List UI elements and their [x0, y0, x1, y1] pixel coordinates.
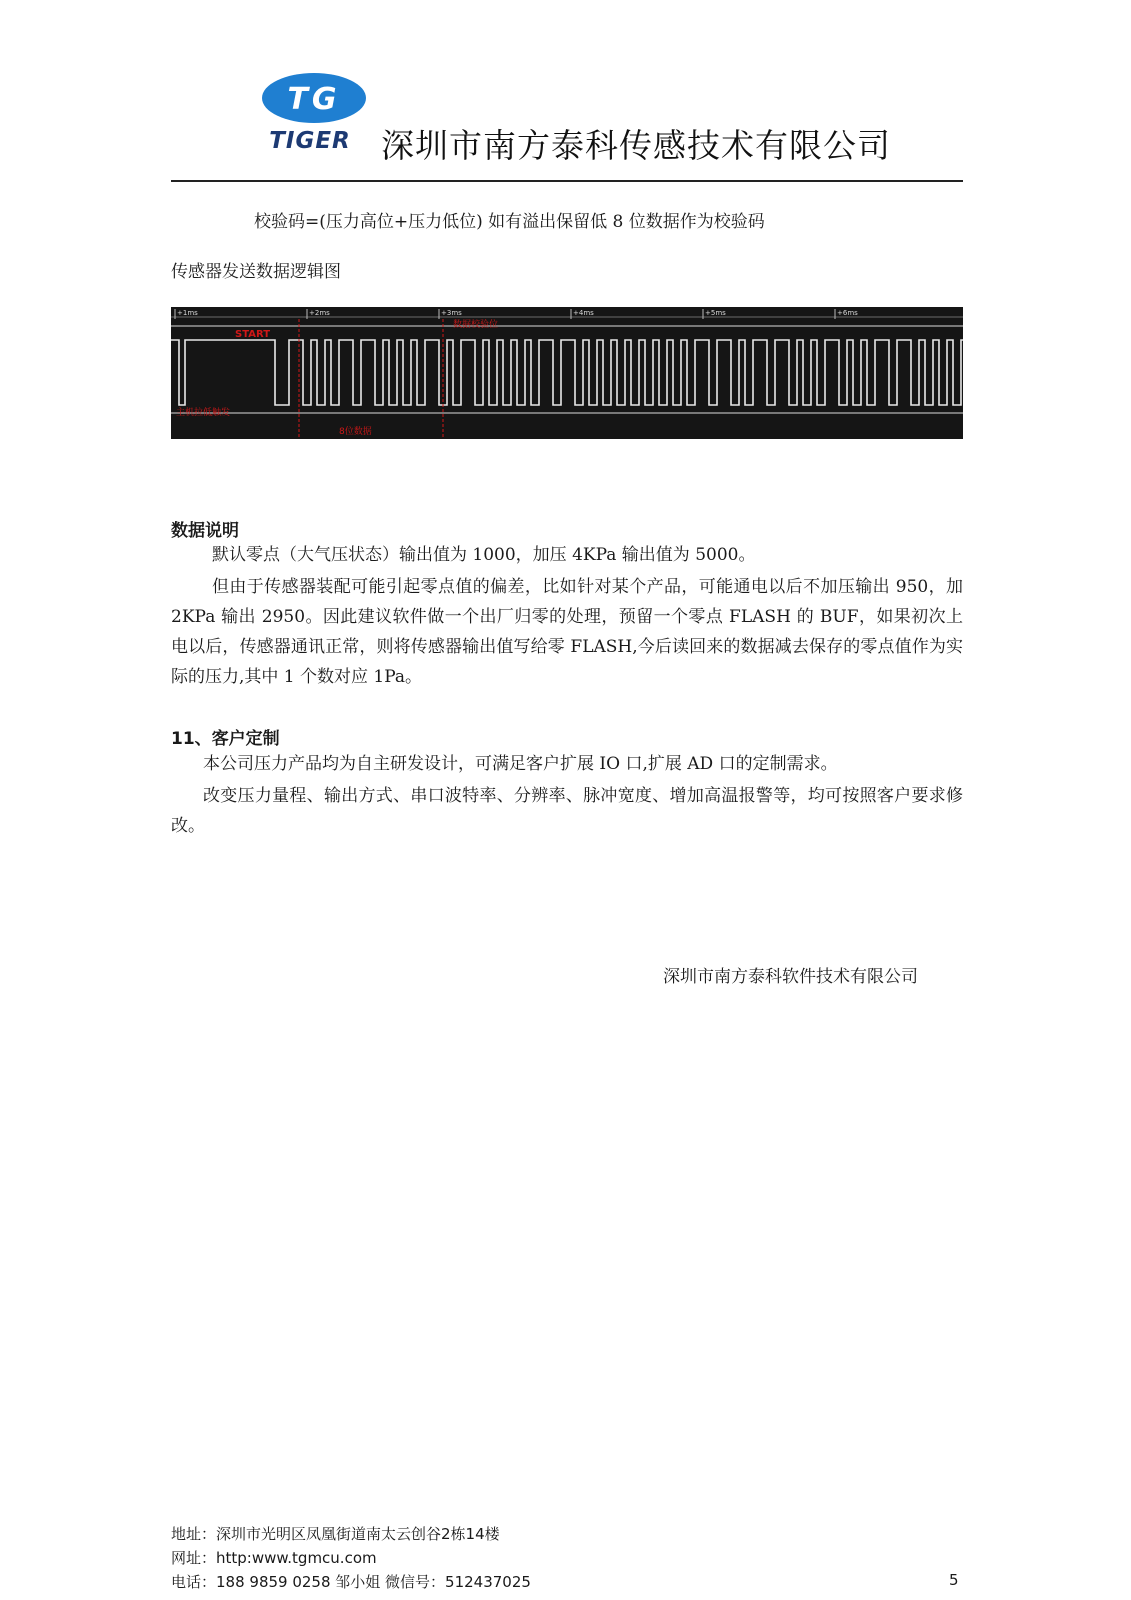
time-tick-label: +5ms: [705, 309, 726, 317]
signal-waveform: [171, 340, 963, 405]
diagram-caption: 传感器发送数据逻辑图: [171, 262, 341, 282]
footer-contact: 电话：188 9859 0258 邹小姐 微信号：512437025: [171, 1573, 531, 1591]
footer-website: 网址：http:www.tgmcu.com: [171, 1549, 377, 1567]
custom-paragraph-1: 本公司压力产品均为自主研发设计，可满足客户扩展 IO 口,扩展 AD 口的定制需求。: [203, 754, 838, 774]
parity-label: 数据校验位: [453, 320, 499, 330]
data-section-heading: 数据说明: [171, 521, 239, 541]
eight-bit-label: 8位数据: [339, 427, 372, 437]
time-tick-label: +3ms: [441, 309, 462, 317]
company-signature: 深圳市南方泰科软件技术有限公司: [663, 967, 918, 987]
time-tick-label: +6ms: [837, 309, 858, 317]
data-paragraph-1: 默认零点（大气压状态）输出值为 1000，加压 4KPa 输出值为 5000。: [212, 545, 756, 565]
time-tick-label: +2ms: [309, 309, 330, 317]
data-paragraph-2: 但由于传感器装配可能引起零点值的偏差，比如针对某个产品，可能通电以后不加压输出 950，加 2KPa 输出 2950。因此建议软件做一个出厂归零的处理，预留一个零点 FLASH 的 BUF，如果初次上电以后，传感器通讯正常，则将传感器输出值写给零 FLASH,今后读回来的数据减去保存的零点值作为实际的压力,其中 1 个数对应 1Pa。: [171, 577, 963, 687]
footer-address: 地址：深圳市光明区凤凰街道南太云创谷2栋14楼: [171, 1525, 500, 1543]
tiger-logo: [258, 70, 370, 152]
custom-paragraph-2: 改变压力量程、输出方式、串口波特率、分辨率、脉冲宽度、增加高温报警等，均可按照客户要求修改。: [171, 786, 963, 836]
host-pull-label: 主机拉低触发: [176, 408, 231, 418]
checksum-description: 校验码=(压力高位+压力低位) 如有溢出保留低 8 位数据作为校验码: [254, 212, 765, 232]
logo-word: TIGER: [269, 128, 351, 152]
logo-letters: TG: [287, 82, 341, 117]
custom-section-heading: 11、客户定制: [171, 729, 280, 749]
start-label: START: [235, 329, 271, 340]
sensor-timing-diagram: [171, 307, 963, 439]
page-number: 5: [949, 1571, 959, 1589]
time-tick-label: +4ms: [573, 309, 594, 317]
company-title: 深圳市南方泰科传感技术有限公司: [381, 126, 891, 165]
header-divider: [171, 180, 963, 182]
time-tick-label: +1ms: [177, 309, 198, 317]
